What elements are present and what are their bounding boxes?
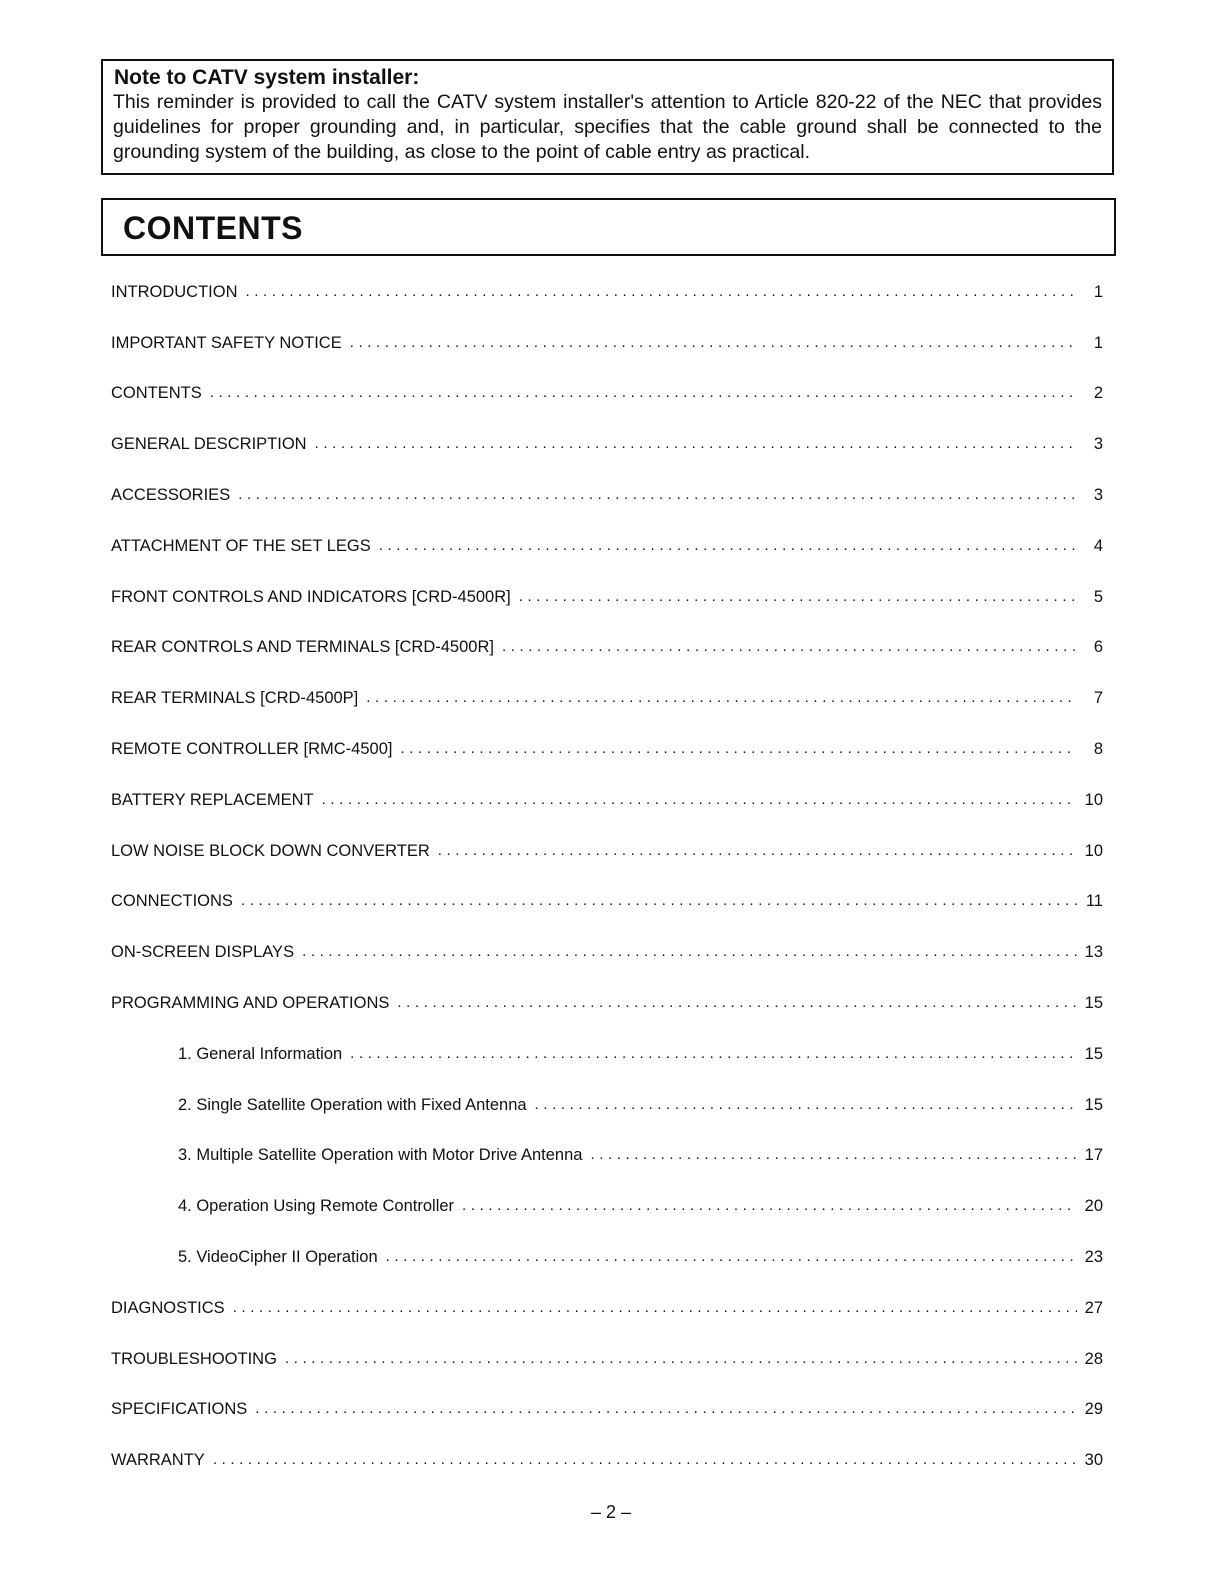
- toc-leader-dots: [379, 536, 1077, 556]
- note-body: This reminder is provided to call the CATV system installer's attention to Article 820-22 of the NEC that provides guidelines for proper grounding and, in particular, specifies that the cable ground shall be connected to the grounding system of the building, as close to the point of cable entry as practical.: [113, 91, 1102, 163]
- toc-label: INTRODUCTION: [111, 283, 238, 301]
- toc-leader-dots: [366, 688, 1077, 708]
- toc-label: PROGRAMMING AND OPERATIONS: [111, 994, 390, 1012]
- toc-row[interactable]: [111, 991, 1103, 1013]
- toc-page-number: 13: [1084, 943, 1103, 961]
- toc-page-number: 29: [1084, 1400, 1103, 1418]
- toc-page-number: 7: [1093, 689, 1103, 707]
- toc-label: WARRANTY: [111, 1451, 205, 1469]
- toc-label: BATTERY REPLACEMENT: [111, 791, 314, 809]
- toc-page-number: 1: [1093, 334, 1103, 352]
- toc-leader-dots: [241, 891, 1077, 911]
- toc-leader-dots: [397, 993, 1077, 1013]
- toc-row-sub[interactable]: [178, 1245, 1103, 1267]
- toc-leader-dots: [400, 739, 1077, 759]
- toc-row[interactable]: [111, 737, 1103, 759]
- toc-leader-dots: [322, 790, 1077, 810]
- toc-label: 5. VideoCipher II Operation: [178, 1248, 378, 1266]
- toc-page-number: 23: [1084, 1248, 1103, 1266]
- toc-label: ATTACHMENT OF THE SET LEGS: [111, 537, 371, 555]
- contents-heading: CONTENTS: [123, 210, 303, 246]
- toc-leader-dots: [590, 1145, 1077, 1165]
- toc-page-number: 28: [1084, 1350, 1103, 1368]
- toc-page-number: 3: [1093, 435, 1103, 453]
- toc-leader-dots: [350, 1044, 1077, 1064]
- toc-page-number: 17: [1084, 1146, 1103, 1164]
- toc-leader-dots: [238, 485, 1077, 505]
- toc-leader-dots: [233, 1298, 1077, 1318]
- toc-page-number: 10: [1084, 791, 1103, 809]
- toc-label: DIAGNOSTICS: [111, 1299, 225, 1317]
- toc-leader-dots: [462, 1196, 1077, 1216]
- toc-row[interactable]: [111, 635, 1103, 657]
- toc-row[interactable]: [111, 1347, 1103, 1369]
- toc-page-number: 6: [1093, 638, 1103, 656]
- toc-leader-dots: [386, 1247, 1077, 1267]
- toc-page-number: 2: [1093, 384, 1103, 402]
- toc-leader-dots: [535, 1095, 1077, 1115]
- toc-page-number: 15: [1084, 1096, 1103, 1114]
- contents-heading-box: [101, 198, 1116, 256]
- toc-leader-dots: [213, 1450, 1077, 1470]
- toc-row[interactable]: [111, 331, 1103, 353]
- toc-leader-dots: [285, 1349, 1077, 1369]
- toc-row[interactable]: [111, 1448, 1103, 1470]
- toc-page-number: 8: [1093, 740, 1103, 758]
- toc-leader-dots: [210, 383, 1077, 403]
- toc-row[interactable]: [111, 381, 1103, 403]
- toc-leader-dots: [246, 282, 1078, 302]
- toc-page-number: 27: [1084, 1299, 1103, 1317]
- toc-row[interactable]: [111, 1296, 1103, 1318]
- toc-page-number: 4: [1093, 537, 1103, 555]
- toc-row[interactable]: [111, 280, 1103, 302]
- toc-leader-dots: [255, 1399, 1077, 1419]
- toc-row[interactable]: [111, 788, 1103, 810]
- page-number: – 2 –: [590, 1502, 632, 1522]
- toc-label: LOW NOISE BLOCK DOWN CONVERTER: [111, 842, 430, 860]
- toc-label: 4. Operation Using Remote Controller: [178, 1197, 455, 1215]
- toc-label: ON-SCREEN DISPLAYS: [111, 943, 295, 961]
- note-title: Note to CATV system installer:: [114, 66, 420, 89]
- toc-label: REMOTE CONTROLLER [RMC-4500]: [111, 740, 393, 758]
- toc-page-number: 30: [1084, 1451, 1103, 1469]
- toc-row[interactable]: [111, 940, 1103, 962]
- toc-label: GENERAL DESCRIPTION: [111, 435, 307, 453]
- toc-leader-dots: [302, 942, 1077, 962]
- toc-row-sub[interactable]: [178, 1194, 1103, 1216]
- toc-row[interactable]: [111, 432, 1103, 454]
- toc-leader-dots: [519, 587, 1077, 607]
- toc-row[interactable]: [111, 483, 1103, 505]
- toc-label: ACCESSORIES: [111, 486, 231, 504]
- toc-leader-dots: [438, 841, 1077, 861]
- toc-row[interactable]: [111, 889, 1103, 911]
- toc-page-number: 15: [1084, 1045, 1103, 1063]
- toc-leader-dots: [315, 434, 1077, 454]
- toc-label: 1. General Information: [178, 1045, 343, 1063]
- toc-page-number: 15: [1084, 994, 1103, 1012]
- toc-row[interactable]: [111, 585, 1103, 607]
- toc-label: CONTENTS: [111, 384, 202, 402]
- toc-row[interactable]: [111, 1397, 1103, 1419]
- toc-label: TROUBLESHOOTING: [111, 1350, 277, 1368]
- toc-page-number: 20: [1084, 1197, 1103, 1215]
- toc-label: CONNECTIONS: [111, 892, 233, 910]
- toc-label: 3. Multiple Satellite Operation with Motor Drive Antenna: [178, 1146, 583, 1164]
- toc-row[interactable]: [111, 839, 1103, 861]
- toc-label: 2. Single Satellite Operation with Fixed Antenna: [178, 1096, 527, 1114]
- toc-row-sub[interactable]: [178, 1093, 1103, 1115]
- toc-label: IMPORTANT SAFETY NOTICE: [111, 334, 342, 352]
- note-box: [101, 59, 1114, 175]
- toc-label: FRONT CONTROLS AND INDICATORS [CRD-4500R]: [111, 588, 511, 606]
- toc-page-number: 3: [1093, 486, 1103, 504]
- toc-label: REAR TERMINALS [CRD-4500P]: [111, 689, 359, 707]
- toc-row[interactable]: [111, 534, 1103, 556]
- toc-leader-dots: [350, 333, 1077, 353]
- toc-label: SPECIFICATIONS: [111, 1400, 248, 1418]
- toc-label: REAR CONTROLS AND TERMINALS [CRD-4500R]: [111, 638, 494, 656]
- toc-page-number: 5: [1093, 588, 1103, 606]
- toc-row[interactable]: [111, 686, 1103, 708]
- toc-page-number: 1: [1093, 283, 1103, 301]
- toc-page-number: 11: [1085, 892, 1103, 910]
- toc-row-sub[interactable]: [178, 1042, 1103, 1064]
- toc-row-sub[interactable]: [178, 1143, 1103, 1165]
- toc-leader-dots: [502, 637, 1077, 657]
- toc-page-number: 10: [1084, 842, 1103, 860]
